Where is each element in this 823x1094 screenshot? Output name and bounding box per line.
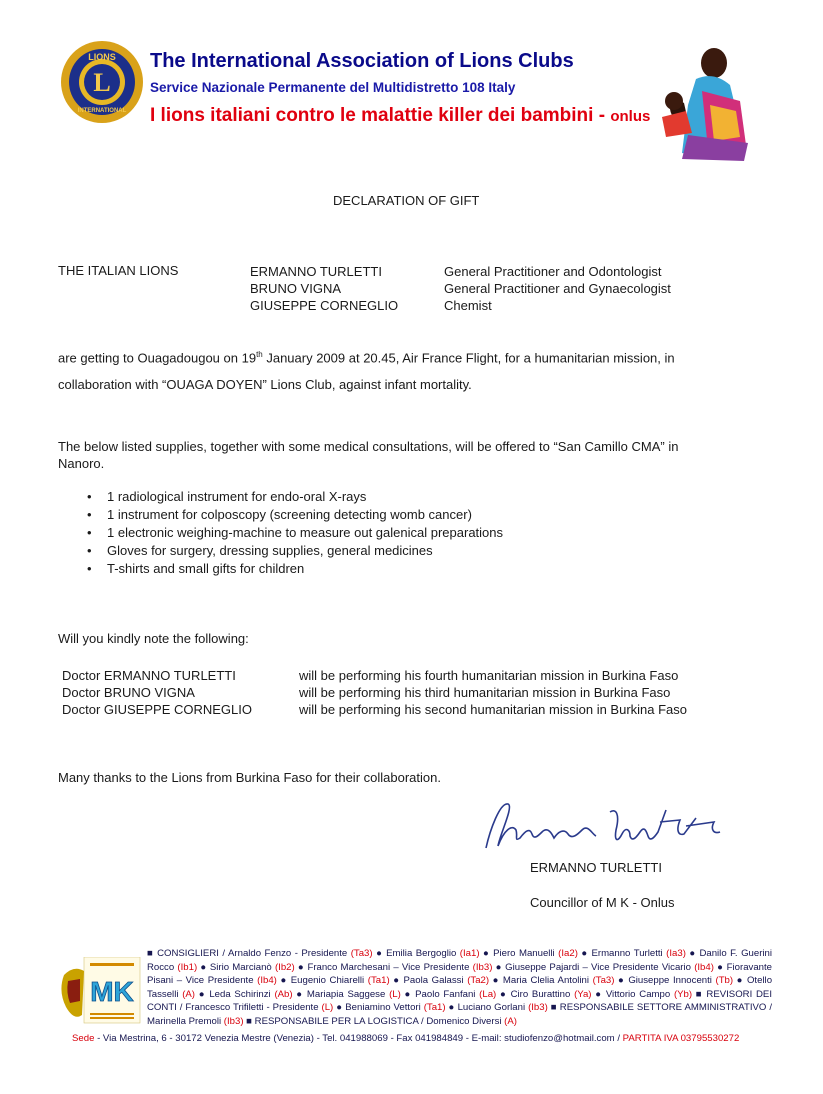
logo-text-bottom: INTERNATIONAL	[77, 108, 127, 114]
board-member: ● Mariapia Saggese	[292, 988, 390, 1000]
board-member: ● Ciro Burattino	[496, 988, 575, 1000]
logo-letter: L	[93, 68, 111, 97]
mission-doctor: Doctor ERMANNO TURLETTI	[62, 668, 236, 683]
thanks-line: Many thanks to the Lions from Burkina Faso for their collaboration.	[58, 770, 441, 785]
mission-text: will be performing his third humanitarian mission in Burkina Faso	[299, 685, 671, 700]
board-member: ● Piero Manuelli	[479, 948, 559, 959]
board-member: ● Danilo F. Guerini Rocco	[147, 948, 772, 973]
lions-logo	[60, 40, 144, 124]
board-member-district: (Tb)	[715, 975, 734, 987]
board-member: ■ REVISORI DEI CONTI / Francesco Trifiletti - Presidente	[147, 988, 772, 1014]
list-item-text: 1 electronic weighing-machine to measure out galenical preparations	[107, 525, 504, 540]
mission-suffix: onlus	[610, 108, 651, 125]
board-member: ● Beniamino Vettori	[333, 1002, 424, 1014]
board-member: ■ RESPONSABILE SETTORE AMMINISTRATIVO / Marinella Premoli	[147, 1002, 772, 1027]
list-item	[72, 560, 503, 578]
signatory-name: ERMANNO TURLETTI	[530, 860, 662, 875]
arrival-text-cont: January 2009 at 20.45, Air France Flight, for a humanitarian mission, in	[262, 350, 675, 366]
board-member-district: (L)	[389, 988, 401, 1000]
mother-child-photo	[648, 45, 756, 163]
board-member: ● Luciano Gorlani	[445, 1002, 529, 1014]
list-item	[72, 488, 503, 506]
board-member: ● Giuseppe Pajardi – Vice Presidente Vicario	[492, 961, 695, 973]
board-member-district: (Ta3)	[350, 948, 373, 959]
board-member-district: (A)	[182, 988, 195, 1000]
board-member: ■ CONSIGLIERI / Arnaldo Fenzo - Presidente	[147, 948, 351, 959]
board-member-district: (Ta1)	[367, 975, 390, 987]
board-member-district: (Ib4)	[694, 961, 714, 973]
mission-text: will be performing his fourth humanitarian mission in Burkina Faso	[299, 668, 679, 683]
board-member-district: (Ia3)	[666, 948, 686, 959]
vat-number: PARTITA IVA 03795530272	[620, 1033, 740, 1044]
board-member: ● Emilia Bergoglio	[372, 948, 460, 959]
bullet: •	[87, 525, 92, 540]
board-members	[147, 947, 772, 1029]
signatory-title: Councillor of M K - Onlus	[530, 895, 675, 910]
note-intro: Will you kindly note the following:	[58, 631, 249, 646]
board-member-district: (Ta3)	[592, 975, 615, 987]
supplies-list	[72, 488, 503, 578]
board-member-district: (Ia1)	[459, 948, 480, 959]
board-member-district: (Ib3)	[472, 961, 493, 973]
board-member: ● Giuseppe Innocenti	[614, 975, 716, 987]
board-member: ● Otello Tasselli	[147, 975, 773, 1000]
board-member-district: (Ib3)	[223, 1015, 244, 1027]
bullet: •	[87, 507, 92, 522]
board-member: ● Vittorio Campo	[591, 988, 674, 1000]
board-member: ● Sirio Marcianò	[197, 961, 275, 973]
handwritten-signature	[470, 790, 730, 860]
supplies-intro-cont: Nanoro.	[58, 456, 105, 471]
footer-address-line	[72, 1033, 739, 1044]
document-title: DECLARATION OF GIFT	[333, 193, 480, 208]
board-member-district: (Ta1)	[423, 1002, 446, 1014]
board-member: ● Paolo Fanfani	[400, 988, 480, 1000]
board-member: ● Franco Marchesani – Vice Presidente	[294, 961, 473, 973]
board-member-district: (Ya)	[574, 988, 592, 1000]
doctor-role: Chemist	[444, 298, 492, 313]
arrival-paragraph	[58, 350, 675, 365]
list-item	[72, 524, 503, 542]
board-member-district: (Ib3)	[528, 1002, 548, 1014]
mk-logo-text: MK	[90, 976, 134, 1007]
doctor-name: GIUSEPPE CORNEGLIO	[250, 298, 399, 313]
board-member-district: (A)	[504, 1015, 517, 1027]
list-item-text: Gloves for surgery, dressing supplies, general medicines	[107, 543, 433, 558]
collaboration-line: collaboration with “OUAGA DOYEN” Lions Club, against infant mortality.	[58, 377, 472, 392]
address-text: - Via Mestrina, 6 - 30172 Venezia Mestre (Venezia) - Tel. 041988069 - Fax 041984849 - E-mail: studiofenzo@hotmail.com /	[94, 1033, 620, 1044]
board-member-district: (Ia2)	[558, 948, 578, 959]
board-member-district: (Ta2)	[467, 975, 490, 987]
logo-text-top: LIONS	[88, 52, 116, 62]
board-member-district: (Ib4)	[257, 975, 277, 987]
bullet: •	[87, 543, 92, 558]
board-member: ● Ermanno Turletti	[577, 948, 667, 959]
arrival-superscript: th	[256, 350, 263, 359]
list-item	[72, 542, 503, 560]
list-item-text: 1 instrument for colposcopy (screening detecting womb cancer)	[107, 507, 472, 522]
doctor-name: ERMANNO TURLETTI	[250, 264, 382, 279]
board-member: ● Maria Clelia Antolini	[489, 975, 593, 987]
doctor-name: BRUNO VIGNA	[250, 281, 342, 296]
bullet: •	[87, 561, 92, 576]
board-member-district: (Ab)	[274, 988, 293, 1000]
bullet: •	[87, 489, 92, 504]
mission-line-text: I lions italiani contro le malattie killer dei bambini -	[150, 105, 606, 126]
mission-text: will be performing his second humanitarian mission in Burkina Faso	[299, 702, 688, 717]
board-member: ● Paola Galassi	[389, 975, 468, 987]
sender: THE ITALIAN LIONS	[58, 263, 179, 278]
doctor-role: General Practitioner and Odontologist	[444, 264, 662, 279]
mission-doctor: Doctor GIUSEPPE CORNEGLIO	[62, 702, 252, 717]
address-label: Sede	[72, 1033, 95, 1044]
org-title: The International Association of Lions Clubs	[150, 50, 574, 72]
list-item-text: 1 radiological instrument for endo-oral X-rays	[107, 489, 367, 504]
arrival-text: are getting to Ouagadougou on 19	[58, 350, 257, 366]
doctor-role: General Practitioner and Gynaecologist	[444, 281, 671, 296]
board-member: ■ RESPONSABILE PER LA LOGISTICA / Domenico Diversi	[243, 1015, 505, 1027]
list-item	[72, 506, 503, 524]
board-member-district: (Ib1)	[177, 961, 198, 973]
mission-doctor: Doctor BRUNO VIGNA	[62, 685, 195, 700]
mission-line	[150, 105, 650, 127]
board-member-district: (L)	[321, 1002, 334, 1014]
service-line: Service Nazionale Permanente del Multidistretto 108 Italy	[150, 80, 516, 95]
board-member: ● Eugenio Chiarelli	[276, 975, 368, 987]
list-item-text: T-shirts and small gifts for children	[107, 561, 305, 576]
supplies-intro: The below listed supplies, together with some medical consultations, will be offered to “San Camillo CMA” in	[58, 439, 679, 454]
board-member-district: (Yb)	[673, 988, 693, 1000]
mk-logo	[60, 957, 142, 1027]
board-member: ● Leda Schirinzi	[195, 988, 275, 1000]
board-member: ● Fioravante Pisani – Vice Presidente	[147, 961, 773, 987]
board-member-district: (La)	[479, 988, 497, 1000]
board-member-district: (Ib2)	[274, 961, 295, 973]
